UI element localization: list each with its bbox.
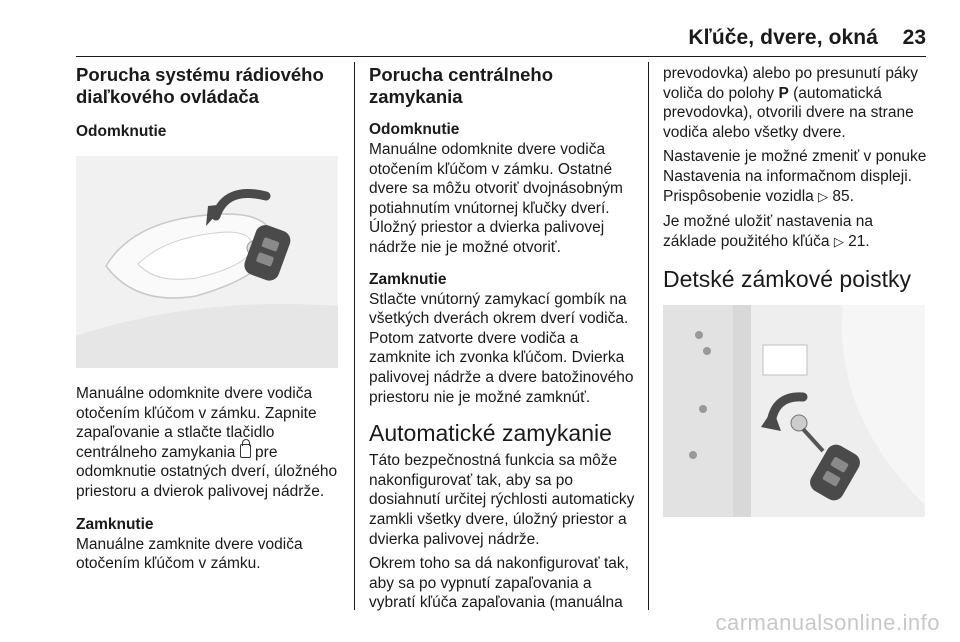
lock-icon (240, 444, 251, 458)
text-setting: Nastavenie je možné zmeniť v ponuke Nastavenia na informačnom displeji. Prispôsobenie vozidla ▷ 85. (663, 148, 927, 205)
door-handle-key-image (76, 156, 338, 368)
text-save-settings: Je možné uložiť nastavenia na základe použitého kľúča ▷ 21. (663, 213, 874, 250)
page-title: Kľúče, dvere, okná (688, 26, 878, 49)
subheading-lock: Zamknutie (76, 515, 154, 533)
text-auto-lock-continued: prevodovka) alebo po presunutí páky voliča do polohy P (automatická prevodovka), otvorili dvere na strane vodiča alebo všetky dvere. (663, 65, 919, 141)
header-rule (76, 56, 926, 57)
column-3 (663, 64, 928, 517)
text-lock-central: Stlačte vnútorný zamykací gombík na všetkých dverách okrem dverí vodiča. Potom zatvorte dvere vodiča a zamknite ich zvonka kľúčom. Dvierka palivovej nádrže a dvere batožinového priestoru nie je možné zamknúť. (369, 290, 634, 406)
text-auto-lock-1: Táto bezpečnostná funkcia sa môže nakonfigurovať tak, aby sa po dosiahnutí určitej rýchlosti automaticky zamkli všetky dvere, úložný priestor a dvierka palivovej nádrže. (369, 452, 635, 548)
reference-arrow-icon: ▷ (818, 189, 829, 205)
text-unlock-manual: Manuálne odomknite dvere vodiča otočením kľúčom v zámku. Zapnite zapaľovanie a stlačte tlačidlo centrálneho zamykania pre odomknutie ostatných dverí, úložného priestoru a dvierok palivovej nádrže. (76, 385, 338, 500)
column-2 (369, 64, 637, 613)
heading-remote-failure: Porucha systému rádiového diaľkového ovládača (76, 64, 324, 107)
subheading-lock-2: Zamknutie (369, 270, 447, 288)
subheading-unlock: Odomknutie (76, 123, 167, 140)
heading-central-lock-failure: Porucha centrálneho zamykania (369, 64, 554, 107)
child-lock-illustration (663, 305, 925, 517)
page-header (0, 0, 960, 58)
door-handle-illustration (76, 156, 338, 368)
column-1 (76, 64, 342, 574)
heading-child-locks: Detské zámkové poistky (663, 266, 911, 293)
page-number: 23 (902, 26, 926, 49)
column-divider-1 (354, 62, 355, 610)
child-lock-key-image (663, 305, 925, 517)
text-lock-manual: Manuálne zamknite dvere vodiča otočením kľúčom v zámku. (76, 535, 303, 573)
watermark: carmanualsonline.info (715, 610, 940, 635)
reference-arrow-icon: ▷ (833, 234, 844, 250)
heading-auto-lock: Automatické zamykanie (369, 420, 612, 447)
subheading-unlock-2: Odomknutie (369, 121, 460, 138)
text-auto-lock-2: Okrem toho sa dá nakonfigurovať tak, aby sa po vypnutí zapaľovania a vybratí kľúča zapaľovania (manuálna (369, 555, 629, 612)
column-divider-2 (648, 62, 649, 610)
text-unlock-central: Manuálne odomknite dvere vodiča otočením kľúčom v zámku. Ostatné dvere sa môžu otvoriť dvojnásobným potiahnutím vnútornej kľučky dverí. Úložný priestor a dvierka palivovej nádrže nie je možné otvoriť. (369, 141, 623, 256)
